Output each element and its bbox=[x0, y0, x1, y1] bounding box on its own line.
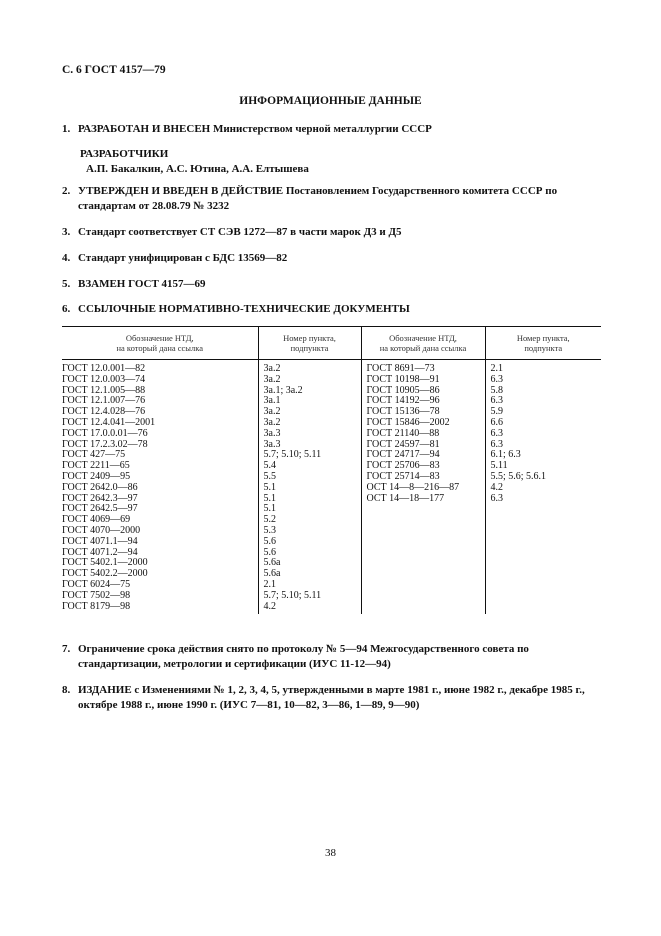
item-text: ИЗДАНИЕ с Изменениями № 1, 2, 3, 4, 5, утвержденными в марте 1981 г., июне 1982 г., декабре 1985 г., октябре 1988 г., июне 1990 г. (ИУС 7—81, 10—82, 3—86, 1—89, 9—90) bbox=[78, 684, 585, 711]
right-doc-cell: ОСТ 14—18—177 bbox=[366, 492, 445, 504]
right-doc-cell: ГОСТ 15846—2002 bbox=[366, 416, 450, 428]
item-number: 6. bbox=[62, 303, 71, 315]
left-clause-cell: 5.7; 5.10; 5.11 bbox=[263, 449, 322, 461]
header-clause-line2: подпункта bbox=[524, 343, 563, 353]
table-header-row bbox=[62, 327, 601, 360]
info-item-4 bbox=[62, 251, 602, 266]
developers-names: А.П. Бакалкин, А.С. Ютина, А.А. Елтышева bbox=[86, 162, 309, 175]
info-item-7 bbox=[62, 642, 602, 671]
right-doc-column bbox=[361, 360, 485, 615]
left-clause-column bbox=[258, 360, 361, 615]
left-clause-cell: 3а.1 bbox=[263, 395, 281, 407]
info-item-5 bbox=[62, 277, 602, 292]
item-number: 1. bbox=[62, 123, 71, 135]
left-clause-cell: 5.1 bbox=[263, 492, 276, 504]
right-doc-cell: ГОСТ 24717—94 bbox=[366, 449, 440, 461]
header-clause-line1: Номер пункта, bbox=[283, 333, 336, 343]
item-text: ССЫЛОЧНЫЕ НОРМАТИВНО-ТЕХНИЧЕСКИЕ ДОКУМЕНТЫ bbox=[78, 303, 410, 315]
right-doc-cell: ГОСТ 14192—96 bbox=[366, 395, 440, 407]
left-doc-cell: ГОСТ 4069—69 bbox=[62, 514, 131, 526]
left-doc-cell: ГОСТ 12.0.003—74 bbox=[62, 373, 146, 385]
reference-table bbox=[62, 326, 601, 614]
left-doc-cell: ГОСТ 12.0.001—82 bbox=[62, 363, 146, 374]
right-clause-cell: 6.1; 6.3 bbox=[490, 449, 521, 461]
page-number: 38 bbox=[325, 847, 336, 859]
info-item-8 bbox=[62, 683, 602, 712]
right-clause-cell: 6.3 bbox=[490, 427, 503, 439]
right-clause-cell: 6.3 bbox=[490, 373, 503, 385]
header-doc-left bbox=[62, 327, 258, 360]
left-clause-cell: 5.1 bbox=[263, 481, 276, 493]
table-body-row bbox=[62, 360, 601, 615]
info-item-3 bbox=[62, 225, 602, 240]
info-item-1 bbox=[62, 122, 602, 137]
left-doc-cell: ГОСТ 2642.0—86 bbox=[62, 481, 138, 493]
header-clause-right bbox=[485, 327, 601, 360]
right-doc-cell: ГОСТ 10905—86 bbox=[366, 384, 440, 396]
right-clause-cell: 5.11 bbox=[490, 460, 508, 472]
item-text: УТВЕРЖДЕН И ВВЕДЕН В ДЕЙСТВИЕ Постановлением Государственного комитета СССР по стандартам от 28.08.79 № 3232 bbox=[78, 185, 558, 212]
left-doc-cell: ГОСТ 2211—65 bbox=[62, 460, 130, 472]
left-doc-cell: ГОСТ 12.4.028—76 bbox=[62, 406, 146, 418]
developers-block bbox=[80, 147, 309, 176]
left-doc-cell: ГОСТ 17.0.0.01—76 bbox=[62, 427, 148, 439]
left-clause-cell: 3а.2 bbox=[263, 406, 281, 418]
page-title: ИНФОРМАЦИОННЫЕ ДАННЫЕ bbox=[239, 95, 422, 107]
right-clause-cell: 6.3 bbox=[490, 438, 503, 450]
left-clause-cell: 5.3 bbox=[263, 524, 276, 536]
right-clause-cell: 6.6 bbox=[490, 416, 503, 428]
left-clause-cell: 2.1 bbox=[263, 578, 276, 590]
left-doc-column bbox=[62, 360, 258, 615]
left-doc-cell: ГОСТ 5402.2—2000 bbox=[62, 568, 148, 580]
header-clause-line1: Номер пункта, bbox=[516, 333, 570, 343]
right-clause-cell: 5.5; 5.6; 5.6.1 bbox=[490, 470, 547, 482]
left-clause-cell: 3а.3 bbox=[263, 438, 281, 450]
left-clause-cell: 5.7; 5.10; 5.11 bbox=[263, 589, 322, 601]
header-clause-line2: подпункта bbox=[290, 343, 329, 353]
header-doc-line2: на который дана ссылка bbox=[116, 343, 204, 353]
header-doc-line2: на который дана ссылка bbox=[379, 343, 467, 353]
left-doc-cell: ГОСТ 2642.3—97 bbox=[62, 492, 138, 504]
left-doc-cell: ГОСТ 12.4.041—2001 bbox=[62, 416, 156, 428]
left-doc-cell: ГОСТ 8179—98 bbox=[62, 600, 131, 612]
item-number: 5. bbox=[62, 278, 71, 290]
developers-title: РАЗРАБОТЧИКИ bbox=[80, 148, 169, 160]
left-clause-cell: 5.5 bbox=[263, 470, 276, 482]
left-clause-cell: 5.6а bbox=[263, 557, 281, 569]
left-doc-cell: ГОСТ 2642.5—97 bbox=[62, 503, 138, 515]
info-item-6 bbox=[62, 302, 602, 317]
left-doc-cell: ГОСТ 7502—98 bbox=[62, 589, 131, 601]
left-clause-cell: 3а.2 bbox=[263, 416, 281, 428]
left-clause-cell: 5.4 bbox=[263, 460, 276, 472]
right-doc-cell: ГОСТ 8691—73 bbox=[366, 363, 435, 374]
left-doc-cell: ГОСТ 12.1.007—76 bbox=[62, 395, 146, 407]
left-doc-cell: ГОСТ 12.1.005—88 bbox=[62, 384, 146, 396]
right-clause-cell: 4.2 bbox=[490, 481, 503, 493]
item-number: 7. bbox=[62, 643, 71, 655]
left-doc-cell: ГОСТ 6024—75 bbox=[62, 578, 131, 590]
left-clause-cell: 3а.2 bbox=[263, 373, 281, 385]
item-text: Стандарт унифицирован с БДС 13569—82 bbox=[78, 252, 288, 264]
right-doc-cell: ГОСТ 25714—83 bbox=[366, 470, 440, 482]
right-clause-cell: 2.1 bbox=[490, 363, 503, 374]
right-clause-cell: 6.3 bbox=[490, 395, 503, 407]
left-doc-cell: ГОСТ 5402.1—2000 bbox=[62, 557, 148, 569]
right-clause-column bbox=[485, 360, 601, 615]
item-number: 2. bbox=[62, 185, 71, 197]
right-clause-cell: 5.9 bbox=[490, 406, 503, 418]
left-clause-cell: 5.6 bbox=[263, 535, 276, 547]
left-clause-cell: 3а.2 bbox=[263, 363, 281, 374]
header-clause-left bbox=[258, 327, 361, 360]
header-doc-right bbox=[361, 327, 485, 360]
item-text: Стандарт соответствует СТ СЭВ 1272—87 в части марок Д3 и Д5 bbox=[78, 226, 402, 238]
left-clause-cell: 5.2 bbox=[263, 514, 276, 526]
right-doc-cell: ГОСТ 25706—83 bbox=[366, 460, 440, 472]
info-item-2 bbox=[62, 184, 602, 213]
left-clause-cell: 5.6а bbox=[263, 568, 281, 580]
left-doc-cell: ГОСТ 4070—2000 bbox=[62, 524, 141, 536]
left-doc-cell: ГОСТ 427—75 bbox=[62, 449, 126, 461]
item-text: ВЗАМЕН ГОСТ 4157—69 bbox=[78, 278, 206, 290]
item-number: 3. bbox=[62, 226, 71, 238]
left-clause-cell: 3а.3 bbox=[263, 427, 281, 439]
item-text: Ограничение срока действия снято по протоколу № 5—94 Межгосударственного совета по стандартизации, метрологии и сертификации (ИУС 11-12—94) bbox=[78, 643, 529, 670]
left-clause-cell: 5.1 bbox=[263, 503, 276, 515]
page-header: С. 6 ГОСТ 4157—79 bbox=[62, 64, 166, 76]
left-clause-cell: 3а.1; 3а.2 bbox=[263, 384, 303, 396]
right-doc-cell: ГОСТ 10198—91 bbox=[366, 373, 440, 385]
right-doc-cell: ОСТ 14—8—216—87 bbox=[366, 481, 460, 493]
item-number: 4. bbox=[62, 252, 71, 264]
right-doc-cell: ГОСТ 21140—88 bbox=[366, 427, 440, 439]
right-doc-cell: ГОСТ 24597—81 bbox=[366, 438, 440, 450]
header-doc-line1: Обозначение НТД, bbox=[389, 333, 457, 343]
left-doc-cell: ГОСТ 2409—95 bbox=[62, 470, 131, 482]
left-clause-cell: 4.2 bbox=[263, 600, 276, 612]
right-clause-cell: 6.3 bbox=[490, 492, 503, 504]
left-doc-cell: ГОСТ 17.2.3.02—78 bbox=[62, 438, 148, 450]
item-text: РАЗРАБОТАН И ВНЕСЕН Министерством черной металлургии СССР bbox=[78, 123, 432, 135]
left-doc-cell: ГОСТ 4071.1—94 bbox=[62, 535, 138, 547]
item-number: 8. bbox=[62, 684, 71, 696]
right-clause-cell: 5.8 bbox=[490, 384, 503, 396]
left-clause-cell: 5.6 bbox=[263, 546, 276, 558]
right-doc-cell: ГОСТ 15136—78 bbox=[366, 406, 440, 418]
header-doc-line1: Обозначение НТД, bbox=[125, 333, 194, 343]
left-doc-cell: ГОСТ 4071.2—94 bbox=[62, 546, 138, 558]
